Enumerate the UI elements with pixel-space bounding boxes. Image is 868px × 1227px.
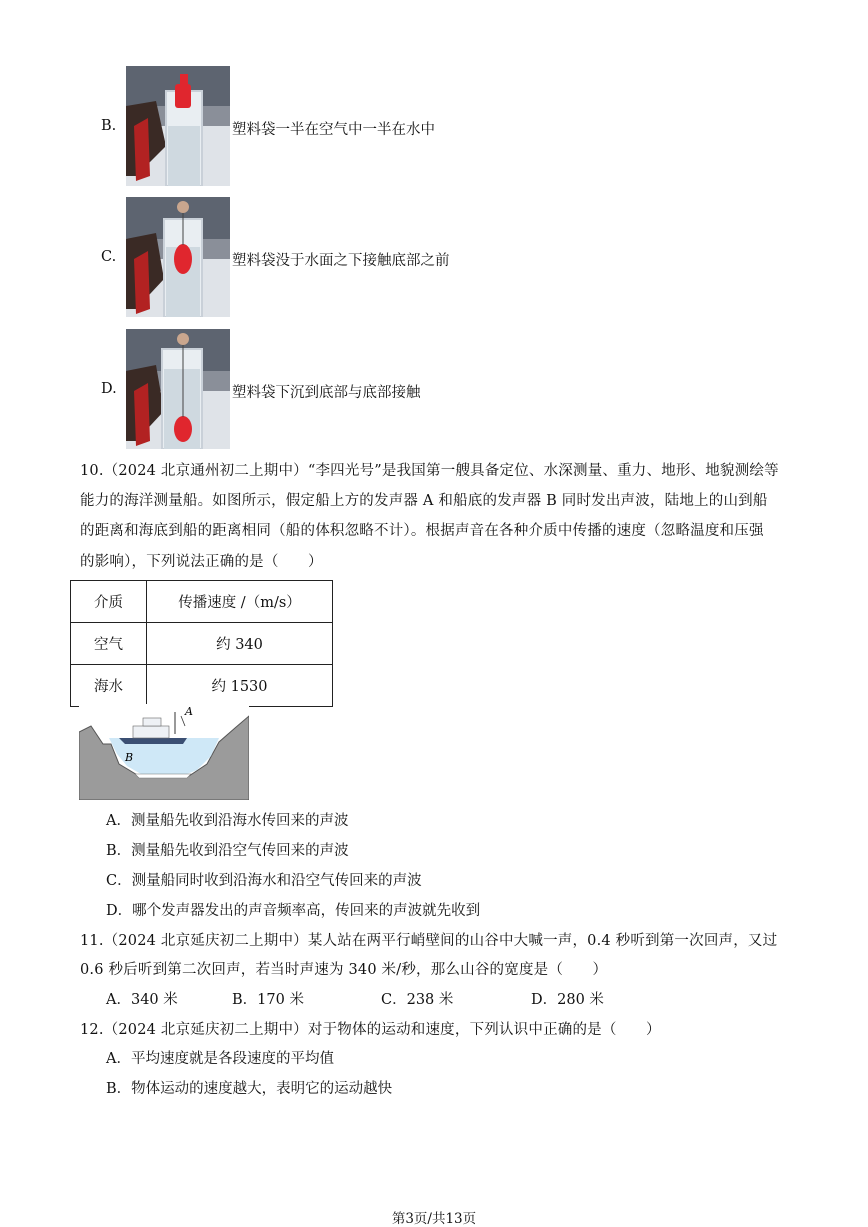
q10-choice-a: A．测量船先收到沿海水传回来的声波 [106,813,349,829]
diagram-label-b: B [125,751,134,764]
table-header-medium: 介质 [71,581,147,623]
option-d-letter: D. [101,381,117,397]
q11-line-1: 11.（2024 北京延庆初二上期中）某人站在两平行峭壁间的山谷中大喊一声，0.4 秒听到第一次回声，又过 [80,933,778,949]
ship-valley-diagram [79,704,249,800]
table-cell-medium: 空气 [71,623,147,665]
q11-choice-c: C．238 米 [381,992,454,1008]
option-c-letter: C. [101,249,117,265]
option-d-text: 塑料袋下沉到底部与底部接触 [232,385,421,401]
option-b-text: 塑料袋一半在空气中一半在水中 [232,122,435,138]
bag-half-in-water-photo [126,66,230,186]
table-row [71,623,333,665]
q10-choice-b: B．测量船先收到沿空气传回来的声波 [106,843,349,859]
q12-line-1: 12.（2024 北京延庆初二上期中）对于物体的运动和速度，下列认识中正确的是（ ） [80,1022,661,1038]
diagram-label-a: A [185,705,193,718]
q10-line-2: 能力的海洋测量船。如图所示，假定船上方的发声器 A 和船底的发声器 B 同时发出声波，陆地上的山到船 [80,493,768,509]
table-header-speed: 传播速度 /（m/s） [147,581,333,623]
q11-choice-d: D．280 米 [531,992,604,1008]
table-cell-medium: 海水 [71,665,147,707]
option-b-letter: B. [101,118,117,134]
table-cell-speed: 约 1530 [147,665,333,707]
sound-speed-table [70,580,333,707]
q10-choice-d: D．哪个发声器发出的声音频率高，传回来的声波就先收到 [106,903,481,919]
table-cell-speed: 约 340 [147,623,333,665]
bag-at-bottom-photo [126,329,230,449]
bag-submerged-photo [126,197,230,317]
q12-choice-b: B．物体运动的速度越大，表明它的运动越快 [106,1081,393,1097]
page-footer: 第3页/共13页 [391,1211,477,1227]
q10-choice-c: C．测量船同时收到沿海水和沿空气传回来的声波 [106,873,422,889]
q10-line-4: 的影响），下列说法正确的是（ ） [80,554,323,570]
q11-choice-b: B．170 米 [232,992,304,1008]
q10-line-1: 10.（2024 北京通州初二上期中）“李四光号”是我国第一艘具备定位、水深测量、重力、地形、地貌测绘等 [80,463,779,479]
q11-choice-a: A．340 米 [106,992,178,1008]
option-c-text: 塑料袋没于水面之下接触底部之前 [232,253,450,269]
table-row [71,665,333,707]
q11-line-2: 0.6 秒后听到第二次回声，若当时声速为 340 米/秒，那么山谷的宽度是（ ） [80,962,608,978]
q12-choice-a: A．平均速度就是各段速度的平均值 [106,1051,334,1067]
table-header-row [71,581,333,623]
q10-line-3: 的距离和海底到船的距离相同（船的体积忽略不计）。根据声音在各种介质中传播的速度（忽略温度和压强 [80,523,764,539]
